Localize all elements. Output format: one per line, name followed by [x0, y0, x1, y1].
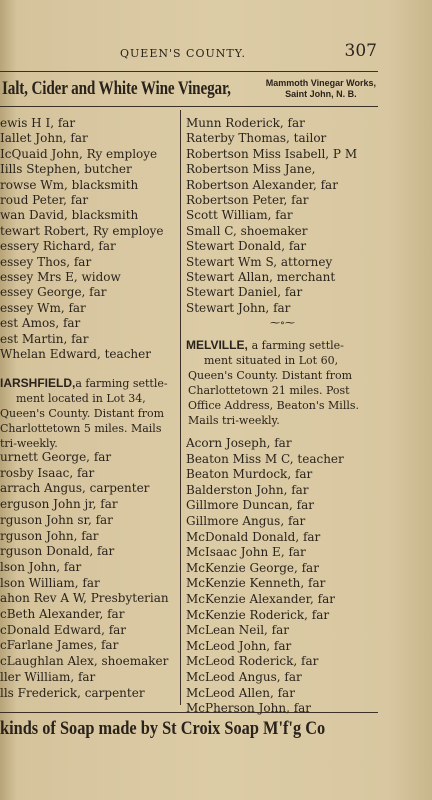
directory-entry: essey Thos, far — [0, 254, 92, 269]
directory-entry: Acorn Joseph, far — [186, 436, 292, 450]
directory-entry: Stewart Daniel, far — [186, 285, 303, 300]
directory-entry: lson John, far — [0, 559, 82, 574]
ad-top-rule — [0, 106, 378, 107]
vinegar-ad-company-city: Saint John, N. B. — [285, 89, 357, 99]
directory-entry: Small C, shoemaker — [186, 223, 308, 238]
directory-entry: Beaton Miss M C, teacher — [186, 451, 344, 466]
directory-entry: Gillmore Duncan, far — [186, 498, 314, 513]
directory-entry: McKenzie Roderick, far — [186, 607, 330, 622]
melville-description — [186, 353, 378, 428]
directory-entry: essey George, far — [0, 285, 107, 300]
place-description-line: ment situated in Lot 60, — [204, 354, 339, 367]
marshfield-desc-first: a farming settle- — [75, 377, 168, 390]
directory-entry: cBeth Alexander, far — [0, 607, 125, 621]
marshfield-description — [0, 391, 178, 451]
directory-entry: Stewart Donald, far — [186, 239, 307, 254]
directory-entry: cFarlane James, far — [0, 638, 119, 653]
directory-entry: Robertson Peter, far — [186, 193, 309, 207]
place-description-line: ment located in Lot 34, — [16, 392, 146, 405]
place-description-line: Queen's County. Distant from — [188, 369, 353, 382]
directory-entry: McLeod Angus, far — [186, 670, 302, 684]
directory-entry: essery Richard, far — [0, 239, 116, 254]
column-divider — [180, 110, 181, 705]
directory-entry: rowse Wm, blacksmith — [0, 177, 139, 192]
directory-entry: roud Peter, far — [0, 193, 89, 207]
melville-name: MELVILLE, — [186, 338, 248, 352]
directory-entry: IcQuaid John, Ry employe — [0, 146, 158, 161]
directory-entry: Stewart Wm S, attorney — [186, 254, 333, 269]
soap-advertisement: kinds of Soap made by St Croix Soap M'f'g Co — [0, 718, 326, 739]
directory-entry: Gillmore Angus, far — [186, 514, 306, 528]
directory-entry: McLeod John, far — [186, 638, 292, 653]
directory-entry: lson William, far — [0, 575, 100, 590]
place-description-line: Charlottetown 5 miles. Mails — [0, 422, 162, 435]
directory-entry: Iills Stephen, butcher — [0, 162, 132, 177]
directory-entry: rguson John, far — [0, 528, 99, 543]
directory-entry: Raterby Thomas, tailor — [186, 131, 327, 146]
directory-entry: cDonald Edward, far — [0, 622, 127, 637]
directory-entry: Beaton Murdock, far — [186, 467, 313, 482]
place-description-line: Mails tri-weekly. — [188, 414, 280, 427]
directory-entry: McLeod Allen, far — [186, 685, 295, 700]
place-description-line: tri-weekly. — [0, 437, 58, 450]
vinegar-ad-company — [266, 78, 376, 100]
melville-desc-first: a farming settle- — [251, 339, 344, 352]
directory-entry: essey Wm, far — [0, 300, 86, 315]
directory-entry: McDonald Donald, far — [186, 529, 321, 544]
directory-entry: Balderston John, far — [186, 482, 309, 497]
directory-entry: essey Mrs E, widow — [0, 270, 121, 284]
directory-entry: arrach Angus, carpenter — [0, 481, 150, 496]
directory-entry: ewis H I, far — [0, 116, 76, 130]
directory-entry: Munn Roderick, far — [186, 116, 305, 130]
directory-entry: est Amos, far — [0, 316, 81, 331]
directory-entry: ller William, far — [0, 669, 96, 684]
directory-entry: Stewart John, far — [186, 300, 291, 315]
directory-entry: Stewart Allan, merchant — [186, 270, 336, 284]
place-description-line: Office Address, Beaton's Mills. — [188, 399, 359, 412]
top-rule — [0, 71, 378, 72]
directory-entry: ahon Rev A W, Presbyterian — [0, 591, 169, 606]
directory-entry: tewart Robert, Ry employe — [0, 223, 164, 238]
county-heading: QUEEN'S COUNTY. — [120, 47, 247, 60]
directory-entry: rguson Donald, far — [0, 544, 115, 559]
directory-entry: McKenzie Kenneth, far — [186, 576, 326, 591]
directory-entry: erguson John jr, far — [0, 497, 118, 512]
directory-entry: rosby Isaac, far — [0, 465, 95, 480]
directory-entry: urnett George, far — [0, 450, 112, 464]
directory-entry: Robertson Miss Jane, — [186, 162, 316, 177]
directory-entry: McLeod Roderick, far — [186, 654, 319, 669]
directory-entry: McIsaac John E, far — [186, 545, 306, 560]
place-description-line: Charlottetown 21 miles. Post — [188, 384, 350, 397]
marshfield-heading — [0, 376, 178, 451]
directory-entry: Whelan Edward, teacher — [0, 347, 151, 361]
directory-entry: Iallet John, far — [0, 131, 88, 146]
marshfield-name: IARSHFIELD, — [0, 376, 76, 390]
ad-bottom-rule — [0, 712, 378, 713]
ornament-divider: ⁓∘⁓ — [270, 318, 295, 329]
directory-entry: Robertson Miss Isabell, P M — [186, 146, 358, 161]
place-description-line: Queen's County. Distant from — [0, 407, 165, 420]
directory-entry: est Martin, far — [0, 331, 89, 346]
directory-entry: rguson John sr, far — [0, 512, 113, 527]
directory-entry: McPherson John, far — [186, 701, 312, 716]
directory-entry: lls Frederick, carpenter — [0, 685, 145, 700]
directory-entry: cLaughlan Alex, shoemaker — [0, 654, 169, 669]
directory-entry: McKenzie George, far — [186, 560, 319, 575]
directory-entry: McKenzie Alexander, far — [186, 592, 335, 606]
melville-heading — [186, 338, 378, 428]
directory-entry: Robertson Alexander, far — [186, 177, 338, 192]
directory-entry: wan David, blacksmith — [0, 208, 139, 223]
directory-entry: Scott William, far — [186, 208, 293, 223]
page-number: 307 — [344, 41, 377, 61]
directory-entry: McLean Neil, far — [186, 623, 290, 638]
vinegar-ad-headline: Ialt, Cider and White Wine Vinegar, — [2, 78, 231, 99]
vinegar-advertisement — [2, 74, 378, 104]
vinegar-ad-company-name: Mammoth Vinegar Works, — [265, 78, 376, 88]
